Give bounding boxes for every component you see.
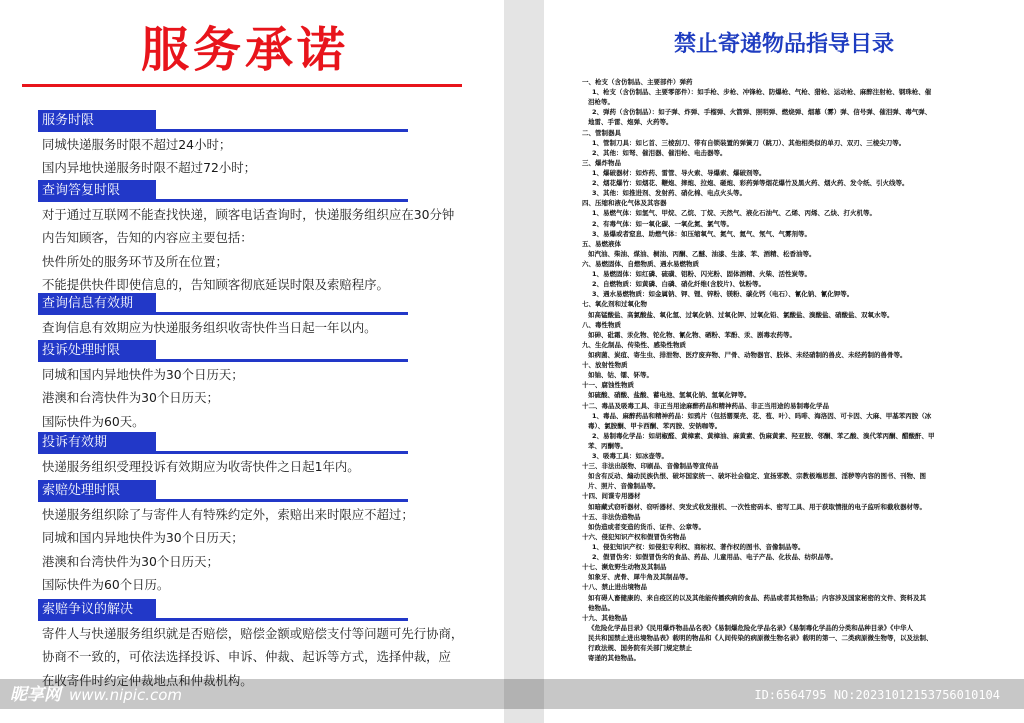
catalog-item: 1、爆破器材：如炸药、雷管、导火索、导爆索、爆破剂等。 xyxy=(592,168,766,177)
title-divider xyxy=(22,84,462,87)
catalog-category: 十二、毒品及吸毒工具、非正当用途麻醉药品和精神药品、非正当用途的易制毒化学品 xyxy=(582,401,829,410)
catalog-category: 十九、其他物品 xyxy=(582,613,628,622)
catalog-item: 3、遇水易燃物质：如金属钠、钾、锂、锌粉、镁粉、碳化钙（电石）、氰化钠、氰化钾等。 xyxy=(592,290,854,299)
catalog-item: 如象牙、虎骨、犀牛角及其制品等。 xyxy=(588,573,692,582)
section-text-line: 国际快件为60天。 xyxy=(42,413,145,429)
catalog-category: 二、管制器具 xyxy=(582,128,621,137)
section-heading: 查询答复时限 xyxy=(38,180,156,201)
section-heading: 投诉处理时限 xyxy=(38,340,156,361)
section-header xyxy=(38,599,408,621)
section-text-line: 快件所处的服务环节及所在位置； xyxy=(42,253,228,269)
catalog-category: 四、压缩和液化气体及其容器 xyxy=(582,199,667,208)
catalog-item: 泪枪等。 xyxy=(588,98,614,107)
catalog-item: 3、易爆或者窒息、助燃气体：如压缩氧气、氮气、氦气、氖气、气雾剂等。 xyxy=(592,229,812,238)
catalog-item: 毒）、氯胺酮、甲卡西酮、苯丙胺、安钠咖等。 xyxy=(588,421,722,430)
section-text-line: 寄件人与快递服务组织就是否赔偿，赔偿金额或赔偿支付等问题可先行协商， xyxy=(42,626,464,641)
catalog-item: 他物品。 xyxy=(588,603,614,612)
section-header xyxy=(38,480,408,502)
catalog-item: 1、枪支（含仿制品、主要零部件）：如手枪、步枪、冲锋枪、防爆枪、气枪、猎枪、运动枪、麻醉注射枪、钢珠枪、催 xyxy=(592,88,932,97)
catalog-item: 如暗藏式窃听器材、窃听器材、突发式收发报机、一次性密码本、密写工具、用于获取情报的电子监听和截收器材等。 xyxy=(588,502,926,511)
section-text-line: 国内异地快递服务时限不超过72小时； xyxy=(42,160,257,176)
section-heading: 索赔争议的解决 xyxy=(38,599,156,620)
catalog-item: 片、照片、音像制品等。 xyxy=(588,482,660,491)
catalog-item: 如汽油、柴油、煤油、桐油、丙酮、乙醚、油漆、生漆、苯、酒精、松香油等。 xyxy=(588,249,816,258)
left-page xyxy=(0,0,504,723)
section-text-line: 协商不一致的，可依法选择投诉、申诉、仲裁、起诉等方式，选择仲裁，应 xyxy=(42,649,451,665)
section-text-line: 在收寄件时约定仲裁地点和仲裁机构。 xyxy=(42,672,253,688)
catalog-item: 1、毒品、麻醉药品和精神药品：如鸦片（包括罂粟壳、花、苞、叶）、吗啡、海洛因、可卡因、大麻、甲基苯丙胺（冰 xyxy=(592,411,932,420)
catalog-category: 十七、濒危野生动物及其制品 xyxy=(582,563,667,572)
page-title: 服务承诺 xyxy=(140,22,349,78)
watermark-url: www.nipic.com xyxy=(69,686,183,704)
catalog-item: 如高锰酸盐、高氯酸盐、氧化氢、过氧化钠、过氧化钾、过氧化铅、氯酸盐、溴酸盐、硝酸盐、双氧水等。 xyxy=(588,310,894,319)
section-heading: 投诉有效期 xyxy=(38,432,156,453)
catalog-title: 禁止寄递物品指导目录 xyxy=(673,32,894,57)
catalog-category: 十八、禁止进出境物品 xyxy=(582,583,647,592)
catalog-item: 1、管制刀具：如匕首、三棱刮刀、带有自锁装置的弹簧刀（跳刀）、其他相类似的单刃、双刃、三棱尖刀等。 xyxy=(592,138,906,147)
catalog-category: 十六、侵犯知识产权和假冒伪劣物品 xyxy=(582,532,686,541)
section-header xyxy=(38,110,408,132)
section-text-line: 快递服务组织受理投诉有效期应为收寄快件之日起1年内。 xyxy=(42,459,360,474)
catalog-item: 地雷、手雷、炮弹、火药等。 xyxy=(588,118,673,127)
section-text-line: 同城快递服务时限不超过24小时； xyxy=(42,137,232,152)
section-text-line: 港澳和台湾快件为30个日历天； xyxy=(42,390,219,406)
section-text-line: 同城和国内异地快件为30个日历天； xyxy=(42,530,244,546)
catalog-list xyxy=(582,77,1002,663)
catalog-category: 七、氧化剂和过氧化物 xyxy=(582,300,647,309)
catalog-category: 十四、间谍专用器材 xyxy=(582,492,641,501)
catalog-item: 苯、丙酮等。 xyxy=(588,441,627,450)
catalog-item: 2、其他：如弩、催泪器、催泪枪、电击器等。 xyxy=(592,148,727,157)
section-text-line: 同城和国内异地快件为30个日历天； xyxy=(42,367,244,382)
section-text-line: 对于通过互联网不能查找快递，顾客电话查询时，快递服务组织应在30分钟 xyxy=(42,207,455,222)
catalog-item: 如有碍人畜健康的、来自疫区的以及其他能传播疾病的食品、药品或者其他物品；内容涉及国家秘密的文件、资料及其 xyxy=(588,593,926,602)
catalog-item: 2、烟花爆竹：如烟花、鞭炮、摔炮、拉炮、砸炮、彩药弹等烟花爆竹及黑火药、烟火药、发令纸、引火线等。 xyxy=(592,179,909,188)
section-header xyxy=(38,340,408,362)
catalog-item: 1、侵犯知识产权：如侵犯专利权、商标权、著作权的图书、音像制品等。 xyxy=(592,543,805,552)
section-heading: 服务时限 xyxy=(38,110,156,131)
section-header xyxy=(38,293,408,315)
catalog-item: 1、易燃固体：如红磷、硫磺、铝粉、闪光粉、固体酒精、火柴、活性炭等。 xyxy=(592,270,812,279)
catalog-item: 如砷、砒霜、汞化物、铊化物、氰化物、硒粉、苯酚、汞、剧毒农药等。 xyxy=(588,330,796,339)
catalog-item: 如伪造或者变造的货币、证件、公章等。 xyxy=(588,522,705,531)
catalog-item: 2、有毒气体：如一氧化碳、一氧化氮、氯气等。 xyxy=(592,219,734,228)
catalog-category: 十一、腐蚀性物质 xyxy=(582,381,634,390)
right-page xyxy=(544,0,1024,723)
watermark-id: ID:6564795 NO:20231012153756010104 xyxy=(754,688,1000,702)
section-header xyxy=(38,180,408,202)
catalog-item: 1、易燃气体：如氢气、甲烷、乙烷、丁烷、天然气、液化石油气、乙烯、丙烯、乙炔、打火机等。 xyxy=(592,209,877,218)
section-heading: 索赔处理时限 xyxy=(38,480,156,501)
catalog-item: 2、自燃物质：如黄磷、白磷、硝化纤维(含胶片)、钛粉等。 xyxy=(592,280,765,289)
section-text-line: 快递服务组织除了与寄件人有特殊约定外，索赔出来时限应不超过； xyxy=(42,507,414,522)
catalog-category: 一、枪支（含仿制品、主要部件）弹药 xyxy=(582,78,693,86)
catalog-item: 《危险化学品目录》《民用爆炸物品品名表》《易制爆危险化学品名录》《易制毒化学品的分类和品种目录》《中华人 xyxy=(588,623,913,632)
section-text-line: 国际快件为60个日历。 xyxy=(42,576,170,592)
catalog-category: 三、爆炸物品 xyxy=(582,158,621,167)
catalog-item: 2、易制毒化学品：如胡椒醛、黄樟素、黄樟油、麻黄素、伪麻黄素、羟亚胺、邻酮、苯乙酸、溴代苯丙酮、醋酸酐、甲 xyxy=(592,431,935,440)
catalog-item: 2、假冒伪劣：如假冒伪劣的食品、药品、儿童用品、电子产品、化妆品、纺织品等。 xyxy=(592,553,838,562)
section-text-line: 查询信息有效期应为快递服务组织收寄快件当日起一年以内。 xyxy=(42,320,377,335)
watermark-logo xyxy=(10,684,182,706)
catalog-category: 十五、非法伪造物品 xyxy=(582,512,641,521)
catalog-item: 3、其他：如推进剂、发射药、硝化棉、电点火头等。 xyxy=(592,189,747,198)
watermark-logo-text: 昵享网 xyxy=(10,685,61,705)
catalog-category: 十三、非法出版物、印刷品、音像制品等宣传品 xyxy=(582,462,719,471)
catalog-item: 寄递的其他物品。 xyxy=(588,654,640,663)
catalog-category: 十、放射性物质 xyxy=(582,361,628,370)
catalog-item: 如含有反动、煽动民族仇恨、破坏国家统一、破坏社会稳定、宣扬邪教、宗教极端思想、淫秽等内容的图书、刊物、图 xyxy=(588,472,926,481)
section-header xyxy=(38,432,408,454)
section-text-line: 内告知顾客，告知的内容应主要包括： xyxy=(42,230,253,246)
catalog-item: 2、弹药（含仿制品）：如子弹、炸弹、手榴弹、火箭弹、照明弹、燃烧弹、烟幕（雾）弹、信号弹、催泪弹、毒气弹、 xyxy=(592,108,932,117)
catalog-category: 八、毒性物质 xyxy=(582,320,621,329)
catalog-item: 民共和国禁止进出境物品表》载明的物品和《人间传染的病原微生物名录》载明的第一、二类病原微生物等，以及法制、 xyxy=(588,634,933,643)
catalog-category: 五、易燃液体 xyxy=(582,239,621,248)
catalog-item: 如铀、钴、镭、钚等。 xyxy=(588,371,653,380)
catalog-item: 3、吸毒工具：如冰壶等。 xyxy=(592,452,669,461)
catalog-category: 九、生化制品、传染性、感染性物质 xyxy=(582,340,686,349)
catalog-item: 如硫酸、硝酸、盐酸、蓄电池、氢氧化钠、氢氧化钾等。 xyxy=(588,391,751,400)
section-text-line: 港澳和台湾快件为30个日历天； xyxy=(42,553,219,569)
catalog-category: 六、易燃固体、自燃物质、遇水易燃物质 xyxy=(582,259,699,268)
section-text-line: 不能提供快件即使信息的，告知顾客彻底延误时限及索赔程序。 xyxy=(42,276,389,292)
section-heading: 查询信息有效期 xyxy=(38,293,156,314)
catalog-item: 行政法规、国务院有关部门规定禁止 xyxy=(588,644,692,653)
catalog-item: 如病菌、炭疽、寄生虫、排泄物、医疗废弃物、尸骨、动物器官、肢体、未经硝制的兽皮、未经药制的兽骨等。 xyxy=(588,350,907,359)
